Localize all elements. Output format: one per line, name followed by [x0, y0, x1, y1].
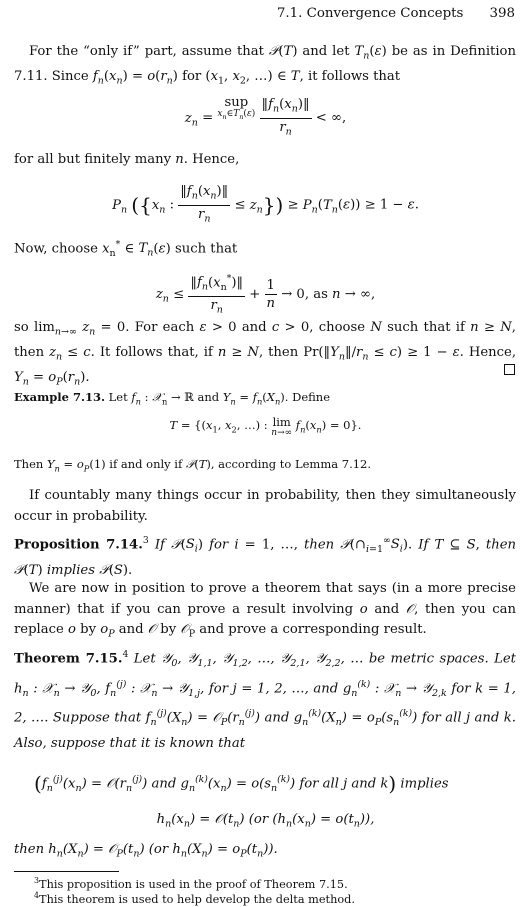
- footnote-4-text: This theorem is used to help develop the delta method.: [39, 892, 355, 906]
- footnote-rule: [14, 871, 119, 872]
- proposition-footnote-mark: 3: [142, 535, 149, 546]
- example-7-13: Example 7.13. Let $f_n$ : 𝒳$_n$ → ℝ and $Y_n = f_n(X_n)$. Define: [14, 390, 331, 407]
- equation-limit: $z_n$ ≤ $\frac{‖f_n(x_n^*)‖}{r_n}$ + $\frac{1}{n}$ → 0, as n → ∞,: [0, 270, 531, 319]
- paragraph-then-hn: then $h_n(X_n)$ = $𝒪_P(t_n)$ (or $h_n(X_n) = o_P(t_n)$).: [14, 842, 278, 860]
- page-number: 398: [489, 6, 515, 21]
- paragraph-lim-zn: so $\lim_{n\to\infty} z_n = 0$. For each ε > 0 and c > 0, choose N such that if n ≥ N, then $z_n \le c$. It follows that, if n ≥ N, then $Pr(‖Y_n‖/r_n \le c) \ge 1 - \varepsilon$. Hence, $Y_n = o_P(r_n)$.: [14, 320, 517, 388]
- paragraph-only-if: For the “only if” part, assume that 𝒫(T) and let $T_n(\varepsilon)$ be as in Definition 7.11. Since $f_n(x_n) = o(r_n)$ for ($x_1$, $x_2$, …) ∈ T, it follows that: [14, 44, 516, 87]
- equation-sup: $z_n$ = sup $x_n\in T_n(\varepsilon)$ $\frac{‖f_n(x_n)‖}{r_n}$ < ∞,: [184, 95, 347, 138]
- proposition-7-14: Proposition 7.14.$^3$ If $𝒫(S_i)$ for i = 1, …, then $𝒫(\cap_{i=1}^\infty S_i)$. If T ⊆ S, then 𝒫(T) implies 𝒫(S).: [14, 535, 517, 578]
- footnote-4-mark: 4: [34, 891, 40, 900]
- equation-implies: ($f_n^{(j)}(x_n)$ = $𝒪(r_n^{(j)})$ and $g_n^{(k)}(x_n) = o(s_n^{(k)})$ for all j and k) implies: [34, 771, 449, 796]
- paragraph-countably: If countably many things occur in probability, then they simultaneously occur in probability.: [14, 488, 516, 524]
- section-title: 7.1. Convergence Concepts: [276, 6, 464, 21]
- paragraph-choose: Now, choose $x_n^*$ ∈ $T_n(\varepsilon)$ such that: [14, 239, 238, 260]
- theorem-7-15: Theorem 7.15.$^4$ Let 𝒴$_0$, 𝒴$_{1,1}$, 𝒴$_{1,2}$, …, 𝒴$_{2,1}$, 𝒴$_{2,2}$, … be metric spaces. Let $h_n$ : 𝒳$_n$ → 𝒴$_0$, $f_n^{(j)}$ : 𝒳$_n$ → 𝒴$_{1,j}$, for j = 1, 2, …, and $g_n^{(k)}$ : 𝒳$_n$ → 𝒴$_{2,k}$ for k = 1, 2, …. Suppose that $f_n^{(j)}(X_n)$ = $𝒪_P(r_n^{(j)})$ and $g_n^{(k)}(X_n) = o_P(s_n^{(k)})$ for all j and k. Also, suppose that it is known that: [14, 649, 516, 751]
- proposition-label: Proposition 7.14.: [14, 537, 143, 553]
- equation-prob: $P_n$ ({$x_n$ : $\frac{‖f_n(x_n)‖}{r_n}$ ≤ $z_n\}) \ge P_n(T_n(\varepsilon)) \ge 1 - \varepsilon$.: [112, 184, 419, 225]
- running-head: [0, 6, 515, 21]
- paragraph-then-yn: Then $Y_n = o_P(1)$ if and only if 𝒫(T), according to Lemma 7.12.: [14, 457, 372, 474]
- paragraph-finitely: for all but finitely many n. Hence,: [14, 152, 240, 167]
- footnote-4: [14, 889, 516, 907]
- equation-hn: $h_n(x_n)$ = $𝒪(t_n)$ (or $(h_n(x_n) = o(t_n))$,: [156, 812, 375, 830]
- footnote-3-text: This proposition is used in the proof of Theorem 7.15.: [39, 877, 348, 891]
- example-label: Example 7.13.: [14, 390, 105, 404]
- theorem-footnote-mark: 4: [122, 649, 129, 660]
- theorem-label: Theorem 7.15.: [14, 651, 123, 667]
- qed-box: [504, 364, 515, 375]
- equation-T-set: $T = \{(x_1$, $x_2$, …) : lim n→∞ $f_n(x_n) = 0$}.: [169, 415, 362, 438]
- footnote-3-mark: 3: [34, 876, 40, 885]
- paragraph-position: We are now in position to prove a theorem that says (in a more precise manner) that if you can prove a result involving o and 𝒪, then you can replace o by $o_P$ and 𝒪 by 𝒪$_P$ and prove a corresponding result.: [14, 581, 517, 640]
